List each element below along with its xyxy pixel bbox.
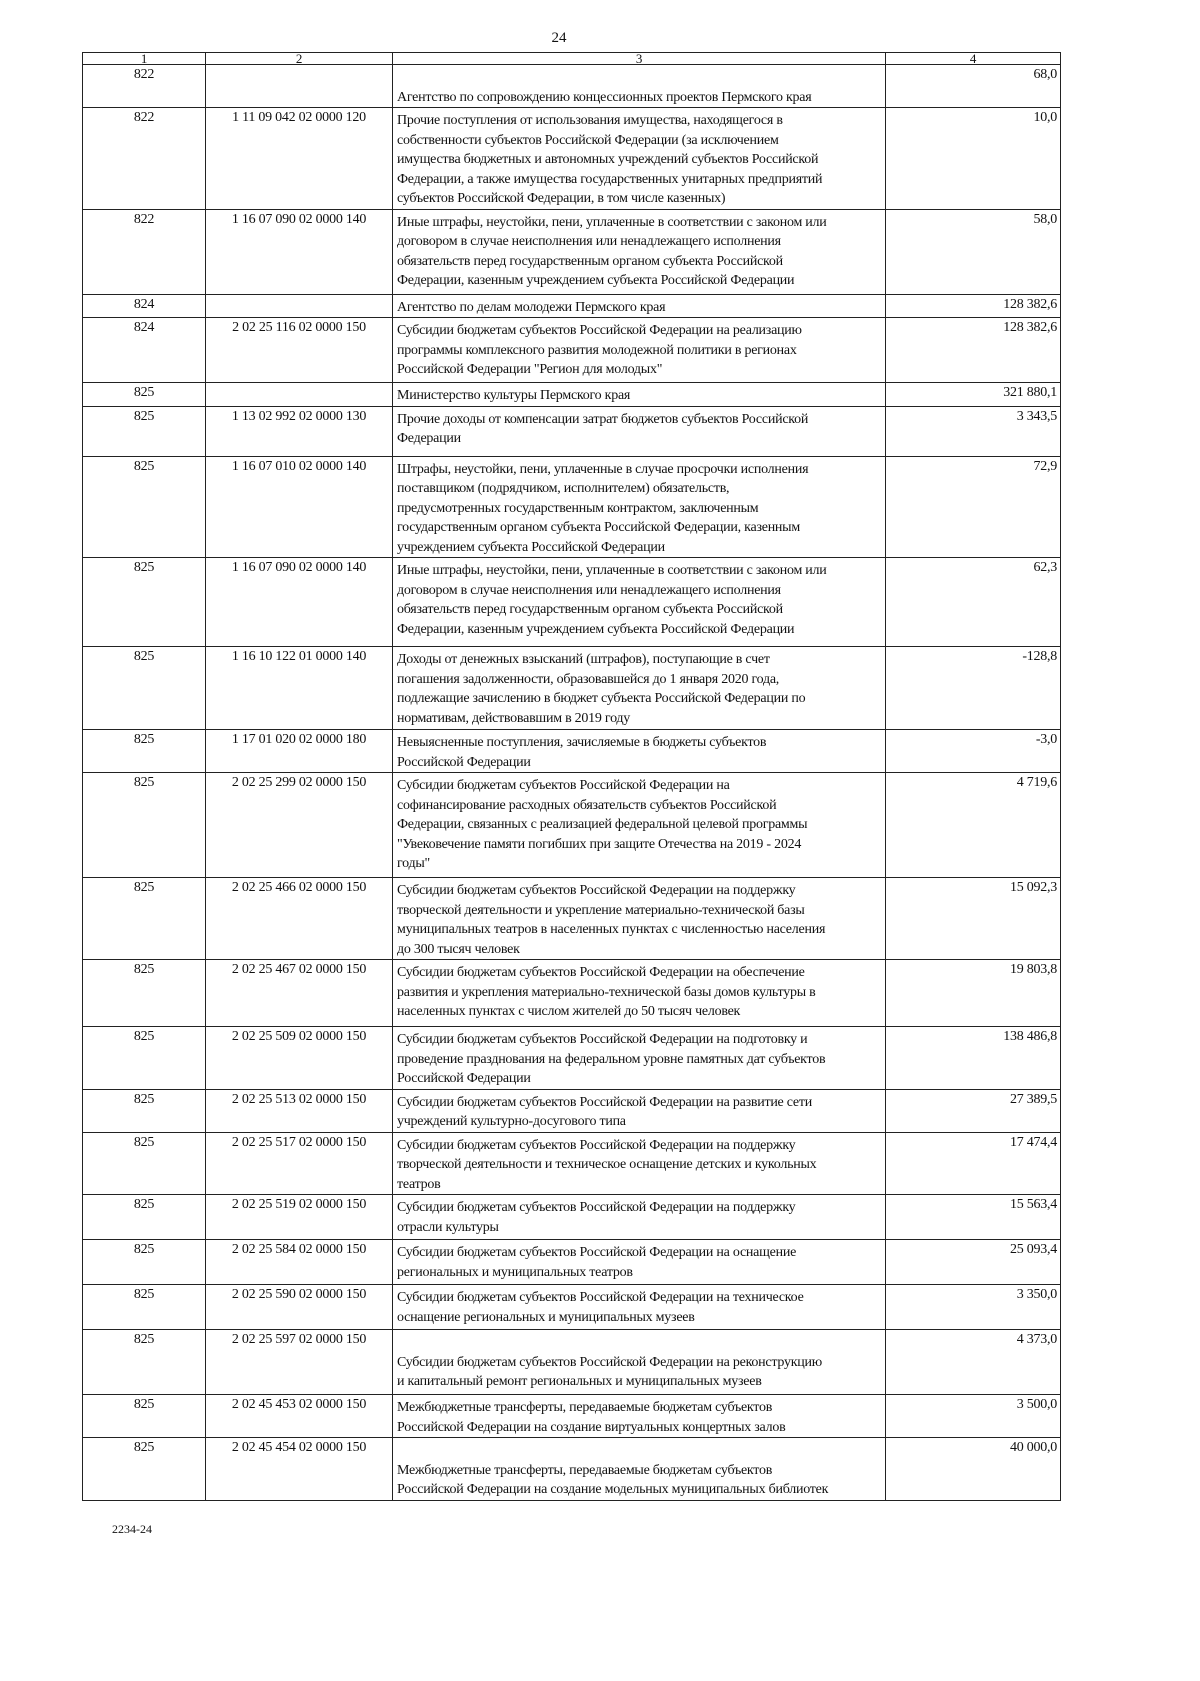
amount: 62,3	[886, 558, 1061, 647]
revenue-name: Субсидии бюджетам субъектов Российской Федерации на подготовку и проведение празднования на федеральном уровне памятных дат субъектов Российской Федерации	[393, 1027, 886, 1090]
budget-classification-code: 1 13 02 992 02 0000 130	[206, 406, 393, 456]
amount: 15 092,3	[886, 878, 1061, 960]
revenue-name: Субсидии бюджетам субъектов Российской Федерации на софинансирование расходных обязательств субъектов Российской Федерации, связанных с реализацией федеральной целевой программы "Увековечение памяти погибших при защите Отечества на 2019 - 2024 годы"	[393, 773, 886, 878]
table-row	[83, 1285, 1061, 1330]
revenue-name: Доходы от денежных взысканий (штрафов), поступающие в счет погашения задолженности, образовавшейся до 1 января 2020 года, подлежащие зачислению в бюджет субъекта Российской Федерации по нормативам, действовавшим в 2019 году	[393, 647, 886, 730]
column-header-1: 1	[83, 53, 206, 65]
admin-code: 825	[83, 878, 206, 960]
amount: 27 389,5	[886, 1089, 1061, 1132]
table-row	[83, 1195, 1061, 1240]
budget-classification-code: 2 02 25 513 02 0000 150	[206, 1089, 393, 1132]
table-row	[83, 1438, 1061, 1501]
amount: -128,8	[886, 647, 1061, 730]
table-row	[83, 1089, 1061, 1132]
admin-code: 825	[83, 1195, 206, 1240]
amount: 3 350,0	[886, 1285, 1061, 1330]
admin-code: 825	[83, 1132, 206, 1195]
admin-code: 825	[83, 456, 206, 558]
column-header-2: 2	[206, 53, 393, 65]
table-row	[83, 406, 1061, 456]
table-row	[83, 1395, 1061, 1438]
document-code: 2234-24	[112, 1522, 152, 1536]
table-row	[83, 773, 1061, 878]
table-row	[83, 558, 1061, 647]
admin-code: 825	[83, 1395, 206, 1438]
admin-code: 825	[83, 730, 206, 773]
admin-code: 825	[83, 1027, 206, 1090]
budget-classification-code: 1 16 07 090 02 0000 140	[206, 209, 393, 294]
table-row	[83, 209, 1061, 294]
column-header-4: 4	[886, 53, 1061, 65]
revenue-name: Субсидии бюджетам субъектов Российской Федерации на обеспечение развития и укрепления материально-технической базы домов культуры в населенных пунктах с числом жителей до 50 тысяч человек	[393, 960, 886, 1027]
admin-code: 822	[83, 65, 206, 108]
table-row	[83, 730, 1061, 773]
amount: 17 474,4	[886, 1132, 1061, 1195]
budget-classification-code: 1 16 07 010 02 0000 140	[206, 456, 393, 558]
revenue-name: Штрафы, неустойки, пени, уплаченные в случае просрочки исполнения поставщиком (подрядчиком, исполнителем) обязательств, предусмотренных государственным контрактом, заключенным государственным органом субъекта Российской Федерации, казенным учреждением субъекта Российской Федерации	[393, 456, 886, 558]
amount: 3 343,5	[886, 406, 1061, 456]
revenue-name: Субсидии бюджетам субъектов Российской Федерации на техническое оснащение региональных и муниципальных музеев	[393, 1285, 886, 1330]
revenue-name: Субсидии бюджетам субъектов Российской Федерации на поддержку творческой деятельности и укрепление материально-технической базы муниципальных театров в населенных пунктах с численностью населения до 300 тысяч человек	[393, 878, 886, 960]
revenue-name: Субсидии бюджетам субъектов Российской Федерации на оснащение региональных и муниципальных театров	[393, 1240, 886, 1285]
admin-code: 824	[83, 318, 206, 383]
column-header-3: 3	[393, 53, 886, 65]
amount: 10,0	[886, 108, 1061, 210]
admin-code: 825	[83, 647, 206, 730]
amount: 58,0	[886, 209, 1061, 294]
budget-classification-code: 1 16 10 122 01 0000 140	[206, 647, 393, 730]
budget-classification-code: 2 02 25 519 02 0000 150	[206, 1195, 393, 1240]
table-row	[83, 647, 1061, 730]
revenue-name: Субсидии бюджетам субъектов Российской Федерации на развитие сети учреждений культурно-досугового типа	[393, 1089, 886, 1132]
amount: 40 000,0	[886, 1438, 1061, 1501]
admin-code: 825	[83, 406, 206, 456]
budget-classification-code: 2 02 25 116 02 0000 150	[206, 318, 393, 383]
amount: 4 373,0	[886, 1330, 1061, 1395]
amount: 72,9	[886, 456, 1061, 558]
amount: 128 382,6	[886, 294, 1061, 318]
budget-classification-code	[206, 383, 393, 407]
page-number: 24	[551, 30, 567, 46]
budget-classification-code: 1 11 09 042 02 0000 120	[206, 108, 393, 210]
revenue-name: Агентство по делам молодежи Пермского края	[393, 294, 886, 318]
budget-classification-code: 1 17 01 020 02 0000 180	[206, 730, 393, 773]
admin-code: 825	[83, 960, 206, 1027]
revenue-name: Прочие поступления от использования имущества, находящегося в собственности субъектов Российской Федерации (за исключением имущества бюджетных и автономных учреждений субъектов Российской Федерации, а также имущества государственных унитарных предприятий субъектов Российской Федерации, в том числе казенных)	[393, 108, 886, 210]
budget-classification-code: 2 02 25 590 02 0000 150	[206, 1285, 393, 1330]
revenue-name: Субсидии бюджетам субъектов Российской Федерации на поддержку творческой деятельности и техническое оснащение детских и кукольных театров	[393, 1132, 886, 1195]
amount: 138 486,8	[886, 1027, 1061, 1090]
admin-code: 825	[83, 1285, 206, 1330]
revenue-table	[82, 52, 1061, 1501]
amount: 3 500,0	[886, 1395, 1061, 1438]
budget-classification-code	[206, 294, 393, 318]
table-row	[83, 1027, 1061, 1090]
table-row	[83, 318, 1061, 383]
admin-code: 825	[83, 773, 206, 878]
revenue-name: Иные штрафы, неустойки, пени, уплаченные в соответствии с законом или договором в случае неисполнения или ненадлежащего исполнения обязательств перед государственным органом субъекта Российской Федерации, казенным учреждением субъекта Российской Федерации	[393, 558, 886, 647]
header-row	[83, 53, 1061, 65]
budget-classification-code: 2 02 45 453 02 0000 150	[206, 1395, 393, 1438]
revenue-name: Невыясненные поступления, зачисляемые в бюджеты субъектов Российской Федерации	[393, 730, 886, 773]
amount: 19 803,8	[886, 960, 1061, 1027]
amount: 68,0	[886, 65, 1061, 108]
amount: 321 880,1	[886, 383, 1061, 407]
table-row	[83, 1330, 1061, 1395]
amount: -3,0	[886, 730, 1061, 773]
table-row	[83, 65, 1061, 108]
admin-code: 825	[83, 558, 206, 647]
table-row	[83, 456, 1061, 558]
budget-classification-code: 2 02 25 517 02 0000 150	[206, 1132, 393, 1195]
revenue-name: Субсидии бюджетам субъектов Российской Федерации на реконструкцию и капитальный ремонт региональных и муниципальных музеев	[393, 1330, 886, 1395]
revenue-name: Субсидии бюджетам субъектов Российской Федерации на реализацию программы комплексного развития молодежной политики в регионах Российской Федерации "Регион для молодых"	[393, 318, 886, 383]
admin-code: 825	[83, 383, 206, 407]
amount: 15 563,4	[886, 1195, 1061, 1240]
budget-classification-code: 2 02 25 466 02 0000 150	[206, 878, 393, 960]
admin-code: 825	[83, 1330, 206, 1395]
revenue-name: Агентство по сопровождению концессионных проектов Пермского края	[393, 65, 886, 108]
budget-classification-code: 2 02 25 299 02 0000 150	[206, 773, 393, 878]
table-row	[83, 878, 1061, 960]
amount: 128 382,6	[886, 318, 1061, 383]
admin-code: 825	[83, 1438, 206, 1501]
admin-code: 825	[83, 1240, 206, 1285]
budget-classification-code: 2 02 25 584 02 0000 150	[206, 1240, 393, 1285]
budget-classification-code: 2 02 25 597 02 0000 150	[206, 1330, 393, 1395]
revenue-name: Межбюджетные трансферты, передаваемые бюджетам субъектов Российской Федерации на создание виртуальных концертных залов	[393, 1395, 886, 1438]
budget-classification-code	[206, 65, 393, 108]
revenue-name: Межбюджетные трансферты, передаваемые бюджетам субъектов Российской Федерации на создание модельных муниципальных библиотек	[393, 1438, 886, 1501]
revenue-name: Прочие доходы от компенсации затрат бюджетов субъектов Российской Федерации	[393, 406, 886, 456]
table-row	[83, 383, 1061, 407]
budget-classification-code: 2 02 25 509 02 0000 150	[206, 1027, 393, 1090]
table-row	[83, 294, 1061, 318]
amount: 25 093,4	[886, 1240, 1061, 1285]
admin-code: 825	[83, 1089, 206, 1132]
table-row	[83, 108, 1061, 210]
amount: 4 719,6	[886, 773, 1061, 878]
admin-code: 822	[83, 209, 206, 294]
table-row	[83, 960, 1061, 1027]
table-row	[83, 1132, 1061, 1195]
revenue-name: Субсидии бюджетам субъектов Российской Федерации на поддержку отрасли культуры	[393, 1195, 886, 1240]
budget-classification-code: 2 02 45 454 02 0000 150	[206, 1438, 393, 1501]
budget-classification-code: 1 16 07 090 02 0000 140	[206, 558, 393, 647]
budget-classification-code: 2 02 25 467 02 0000 150	[206, 960, 393, 1027]
revenue-name: Министерство культуры Пермского края	[393, 383, 886, 407]
table-row	[83, 1240, 1061, 1285]
admin-code: 824	[83, 294, 206, 318]
admin-code: 822	[83, 108, 206, 210]
revenue-name: Иные штрафы, неустойки, пени, уплаченные в соответствии с законом или договором в случае неисполнения или ненадлежащего исполнения обязательств перед государственным органом субъекта Российской Федерации, казенным учреждением субъекта Российской Федерации	[393, 209, 886, 294]
